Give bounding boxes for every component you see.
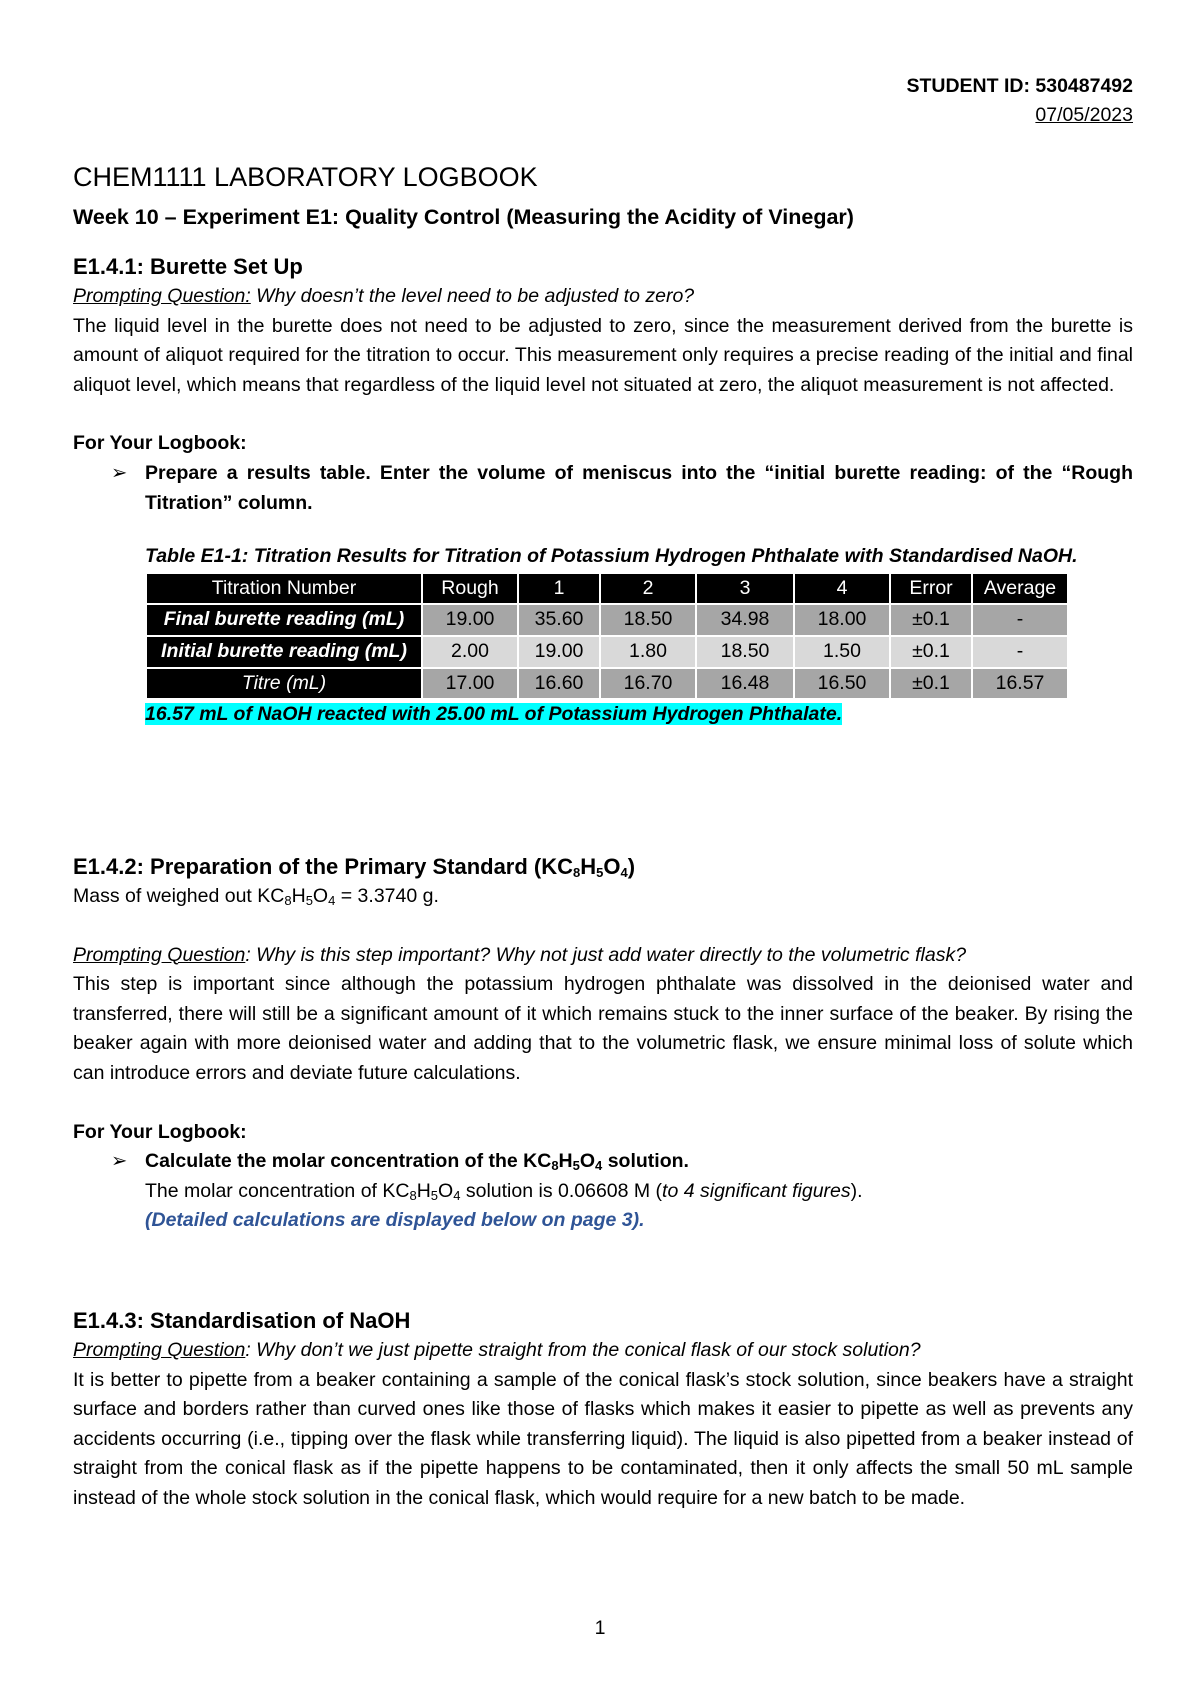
prompt-label: Prompting Question: <box>73 285 251 307</box>
bullet-item <box>73 459 1133 518</box>
heading-text: E1.4.2: Preparation of the Primary Standard (KC <box>73 854 574 879</box>
row-header: Titre (mL) <box>146 668 422 700</box>
subscript: 5 <box>305 893 313 908</box>
table-cell: 18.00 <box>794 604 890 636</box>
formula-text: H <box>416 1179 431 1202</box>
conc-text: ). <box>850 1179 863 1202</box>
subscript: 5 <box>596 865 604 880</box>
subscript: 8 <box>551 1158 559 1174</box>
prompt-label: Prompting Question <box>73 943 246 966</box>
table-cell: - <box>972 604 1068 636</box>
table-cell: 18.50 <box>696 636 794 668</box>
table-header-cell: 4 <box>794 573 890 605</box>
conc-text: The molar concentration of KC <box>145 1179 410 1202</box>
bullet-text: Prepare a results table. Enter the volume of meniscus into the “initial burette reading: of the “Rough Titration” column. <box>145 461 1133 514</box>
table-cell: 34.98 <box>696 604 794 636</box>
bullet-text <box>145 1147 1133 1177</box>
table-cell: 18.50 <box>600 604 696 636</box>
header <box>906 72 1133 130</box>
formula-text: O <box>438 1179 454 1202</box>
table-cell: 19.00 <box>422 604 518 636</box>
section-heading: E1.4.3: Standardisation of NaOH <box>73 1308 411 1333</box>
section-standardisation <box>73 1306 1133 1514</box>
prompt-label: Prompting Question <box>73 1339 246 1361</box>
conc-italic: to 4 significant figures <box>662 1179 851 1202</box>
table-cell: 16.50 <box>794 668 890 700</box>
bullet-text-part: Calculate the molar concentration of the KC <box>145 1150 552 1173</box>
heading-text: O <box>603 854 621 879</box>
subscript: 5 <box>572 1158 580 1174</box>
mass-text: = 3.3740 g. <box>335 885 439 907</box>
table-cell: - <box>972 636 1068 668</box>
table-cell: 16.57 <box>972 668 1068 700</box>
bullet-item <box>73 1147 1133 1236</box>
answer-paragraph: It is better to pipette from a beaker containing a sample of the conical flask’s stock solution, since beakers have a straight surface and borders rather than curved ones like those of flasks which makes it easier to pipette as well as prevents any accidents occurring (i.e., tipping over the flask while transferring liquid). The liquid is also pipetted from a beaker instead of straight from the conical flask as if the pipette happens to be contaminated, then it only affects the small 50 mL sample instead of the whole stock solution in the conical flask, which would require for a new batch to be made. <box>73 1368 1133 1509</box>
table-cell: 1.80 <box>600 636 696 668</box>
titration-table <box>145 572 1069 700</box>
prompt-text: : Why is this step important? Why not just add water directly to the volumetric flask? <box>245 943 967 966</box>
mass-line <box>73 882 1133 912</box>
heading-text: H <box>580 854 597 879</box>
table-cell: 1.50 <box>794 636 890 668</box>
bullet-text-part: solution. <box>602 1150 689 1173</box>
arrow-bullet-icon: ➢ <box>111 1150 128 1173</box>
table-row <box>146 668 1068 700</box>
page-number: 1 <box>594 1617 606 1639</box>
table-header-cell: Rough <box>422 573 518 605</box>
detail-note: (Detailed calculations are displayed below on page 3). <box>145 1209 645 1232</box>
prompting-question <box>73 1336 1133 1366</box>
table-header-cell: Average <box>972 573 1068 605</box>
subscript: 8 <box>409 1187 417 1203</box>
formula-text: O <box>312 885 329 907</box>
arrow-bullet-icon: ➢ <box>111 461 128 484</box>
table-cell: 16.60 <box>518 668 600 700</box>
formula-text: H <box>291 885 306 907</box>
table-cell: 17.00 <box>422 668 518 700</box>
table-cell: ±0.1 <box>890 604 972 636</box>
row-header: Initial burette reading (mL) <box>146 636 422 668</box>
section-heading: E1.4.1: Burette Set Up <box>73 254 303 279</box>
table-cell: 19.00 <box>518 636 600 668</box>
subscript: 8 <box>573 865 581 880</box>
subscript: 4 <box>328 893 336 908</box>
section-burette-setup <box>73 252 1133 730</box>
table-caption: Table E1-1: Titration Results for Titration of Potassium Hydrogen Phthalate with Standardised NaOH. <box>145 545 1078 568</box>
subscript: 8 <box>284 893 292 908</box>
page-title: CHEM1111 LABORATORY LOGBOOK <box>73 162 538 192</box>
logbook-label: For Your Logbook: <box>73 1120 247 1143</box>
table-cell: ±0.1 <box>890 668 972 700</box>
concentration-line <box>145 1177 1133 1207</box>
table-header-cell: 3 <box>696 573 794 605</box>
mass-text: Mass of weighed out KC <box>73 885 285 907</box>
table-cell: 2.00 <box>422 636 518 668</box>
table-header-cell: 2 <box>600 573 696 605</box>
subscript: 4 <box>595 1158 603 1174</box>
section-heading <box>73 852 1133 882</box>
table-cell: 16.70 <box>600 668 696 700</box>
table-header-cell: Titration Number <box>146 573 422 605</box>
formula-text: H <box>558 1150 573 1173</box>
prompt-text: Why doesn’t the level need to be adjusted to zero? <box>250 285 695 307</box>
subscript: 4 <box>620 865 628 880</box>
table-row <box>146 636 1068 668</box>
formula-text: O <box>579 1150 596 1173</box>
page-subtitle: Week 10 – Experiment E1: Quality Control (Measuring the Acidity of Vinegar) <box>73 205 854 229</box>
table-header-cell: Error <box>890 573 972 605</box>
prompting-question <box>73 282 1133 312</box>
subscript: 5 <box>430 1187 439 1203</box>
subscript: 4 <box>453 1187 461 1203</box>
table-header-cell: 1 <box>518 573 600 605</box>
result-highlight: 16.57 mL of NaOH reacted with 25.00 mL of Potassium Hydrogen Phthalate. <box>145 703 843 726</box>
table-cell: 35.60 <box>518 604 600 636</box>
heading-text: ) <box>627 854 636 879</box>
table-cell: 16.48 <box>696 668 794 700</box>
answer-paragraph: This step is important since although the potassium hydrogen phthalate was dissolved in the deionised water and transferred, there will still be a significant amount of it which remains stuck to the inner surface of the beaker. By rising the beaker again with more deionised water and adding that to the volumetric flask, we ensure minimal loss of solute which can introduce errors and deviate future calculations. <box>73 973 1133 1084</box>
prompting-question <box>73 941 1133 971</box>
table-cell: ±0.1 <box>890 636 972 668</box>
date: 07/05/2023 <box>1035 104 1133 126</box>
prompt-text: : Why don’t we just pipette straight from the conical flask of our stock solution? <box>245 1339 921 1361</box>
section-primary-standard <box>73 852 1133 1236</box>
table-header-row <box>146 573 1068 605</box>
conc-text: solution is 0.06608 M ( <box>460 1179 663 1202</box>
student-id: STUDENT ID: 530487492 <box>906 75 1133 97</box>
logbook-label: For Your Logbook: <box>73 432 247 455</box>
answer-paragraph: The liquid level in the burette does not need to be adjusted to zero, since the measurement derived from the burette is amount of aliquot required for the titration to occur. This measurement only requires a precise reading of the initial and final aliquot level, which means that regardless of the liquid level not situated at zero, the aliquot measurement is not affected. <box>73 314 1133 396</box>
table-row <box>146 604 1068 636</box>
row-header: Final burette reading (mL) <box>146 604 422 636</box>
